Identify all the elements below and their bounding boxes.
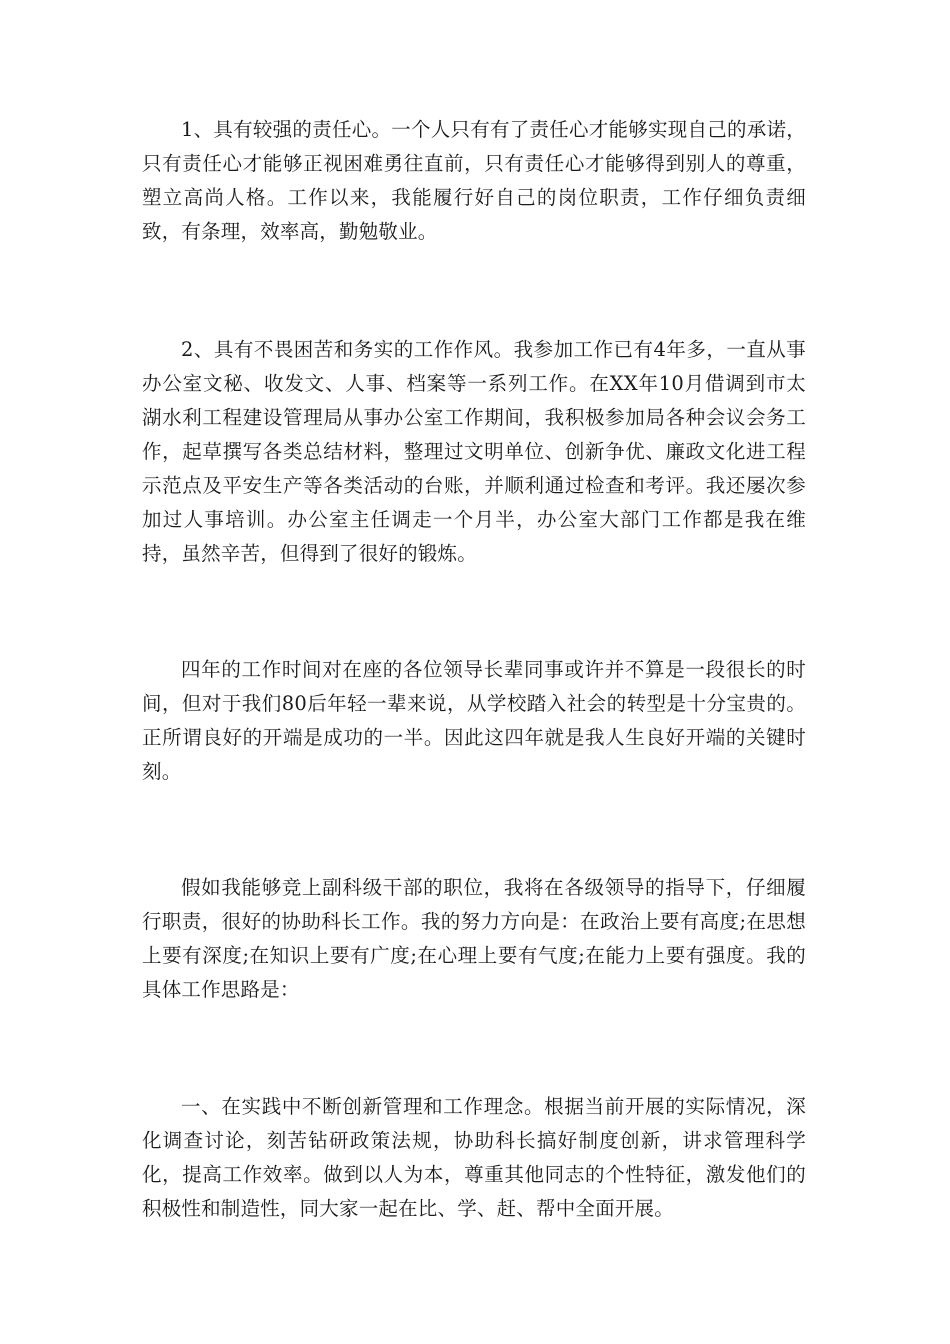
paragraph-responsibility: 1、具有较强的责任心。一个人只有有了责任心才能够实现自己的承诺，只有责任心才能够正视困难勇往直前，只有责任心才能够得到别人的尊重，塑立高尚人格。工作以来，我能履行好自己的岗位职责，工作仔细负责细致，有条理，效率高，勤勉敬业。 xyxy=(142,118,806,243)
paragraph-innovation: 一、在实践中不断创新管理和工作理念。根据当前开展的实际情况，深化调查讨论，刻苦钻研政策法规，协助科长搞好制度创新，讲求管理科学化，提高工作效率。做到以人为本，尊重其他同志的个性特征，激发他们的积极性和制造性，同大家一起在比、学、赶、帮中全面开展。 xyxy=(142,1095,806,1220)
paragraph-four-years: 四年的工作时间对在座的各位领导长辈同事或许并不算是一段很长的时间，但对于我们80后年轻一辈来说，从学校踏入社会的转型是十分宝贵的。正所谓良好的开端是成功的一半。因此这四年就是我人生良好开端的关键时刻。 xyxy=(142,658,806,783)
document-body xyxy=(142,113,806,1226)
paragraph-work-style: 2、具有不畏困苦和务实的工作作风。我参加工作已有4年多，一直从事办公室文秘、收发文、人事、档案等一系列工作。在XX年10月借调到市太湖水利工程建设管理局从事办公室工作期间，我积极参加局各种会议会务工作，起草撰写各类总结材料，整理过文明单位、创新争优、廉政文化进工程示范点及平安生产等各类活动的台账，并顺利通过检查和考评。我还屡次参加过人事培训。办公室主任调走一个月半，办公室大部门工作都是我在维持，虽然辛苦，但得到了很好的锻炼。 xyxy=(142,338,806,565)
paragraph-if-promoted: 假如我能够竞上副科级干部的职位，我将在各级领导的指导下，仔细履行职责，很好的协助科长工作。我的努力方向是：在政治上要有高度;在思想上要有深度;在知识上要有广度;在心理上要有气度;在能力上要有强度。我的具体工作思路是： xyxy=(142,876,806,1001)
